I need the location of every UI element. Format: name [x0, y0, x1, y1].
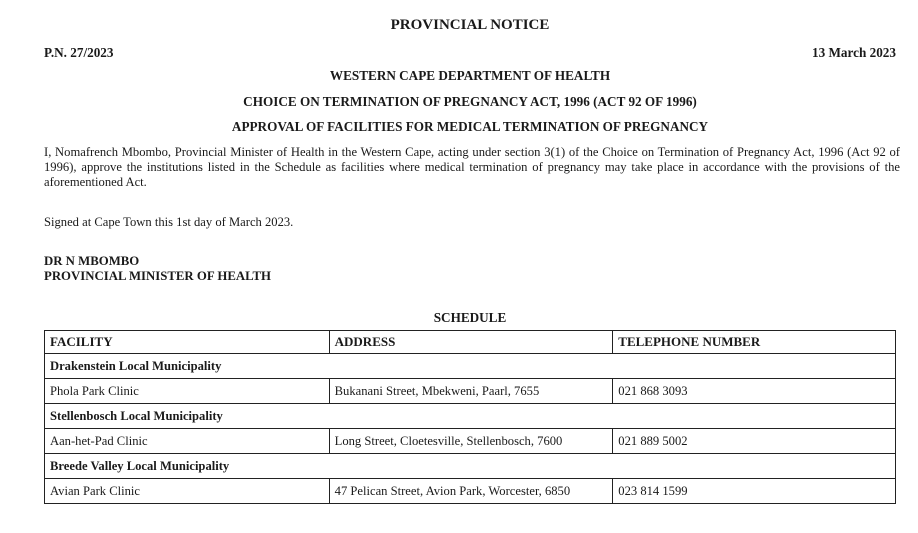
schedule-table	[44, 330, 896, 504]
signatory-name: DR N MBOMBO	[44, 254, 140, 268]
table-header-row	[45, 331, 896, 354]
signed-line: Signed at Cape Town this 1st day of March 2023.	[44, 215, 294, 229]
facility-cell: Avian Park Clinic	[45, 479, 330, 504]
notice-heading: PROVINCIAL NOTICE	[390, 17, 550, 33]
header-telephone: TELEPHONE NUMBER	[613, 331, 896, 354]
phone-cell: 021 889 5002	[613, 429, 896, 454]
table-row	[45, 379, 896, 404]
facility-cell: Aan-het-Pad Clinic	[45, 429, 330, 454]
address-cell: Long Street, Cloetesville, Stellenbosch, 7600	[329, 429, 613, 454]
notice-body: I, Nomafrench Mbombo, Provincial Minister of Health in the Western Cape, acting under section 3(1) of the Choice on Termination of Pregnancy Act, 1996 (Act 92 of 1996), approve the institutions listed in the Schedule as facilities where medical termination of pregnancy may take place in accordance with the provisions of the aforementioned Act.	[44, 145, 900, 189]
municipality-row	[45, 354, 896, 379]
notice-date: 13 March 2023	[812, 45, 896, 60]
signatory-title: PROVINCIAL MINISTER OF HEALTH	[44, 269, 271, 283]
municipality-row	[45, 404, 896, 429]
department-title: WESTERN CAPE DEPARTMENT OF HEALTH	[329, 68, 611, 83]
phone-cell: 021 868 3093	[613, 379, 896, 404]
municipality-name: Drakenstein Local Municipality	[45, 354, 896, 379]
act-title: CHOICE ON TERMINATION OF PREGNANCY ACT, 1996 (ACT 92 OF 1996)	[243, 94, 697, 109]
municipality-row	[45, 454, 896, 479]
notice-number: P.N. 27/2023	[44, 45, 114, 60]
municipality-name: Breede Valley Local Municipality	[45, 454, 896, 479]
table-row	[45, 429, 896, 454]
phone-cell: 023 814 1599	[613, 479, 896, 504]
address-cell: Bukanani Street, Mbekweni, Paarl, 7655	[329, 379, 613, 404]
approval-title: APPROVAL OF FACILITIES FOR MEDICAL TERMINATION OF PREGNANCY	[231, 119, 709, 134]
facility-cell: Phola Park Clinic	[45, 379, 330, 404]
header-address: ADDRESS	[329, 331, 613, 354]
municipality-name: Stellenbosch Local Municipality	[45, 404, 896, 429]
header-facility: FACILITY	[45, 331, 330, 354]
schedule-title: SCHEDULE	[433, 310, 507, 325]
address-cell: 47 Pelican Street, Avion Park, Worcester, 6850	[329, 479, 613, 504]
table-row	[45, 479, 896, 504]
